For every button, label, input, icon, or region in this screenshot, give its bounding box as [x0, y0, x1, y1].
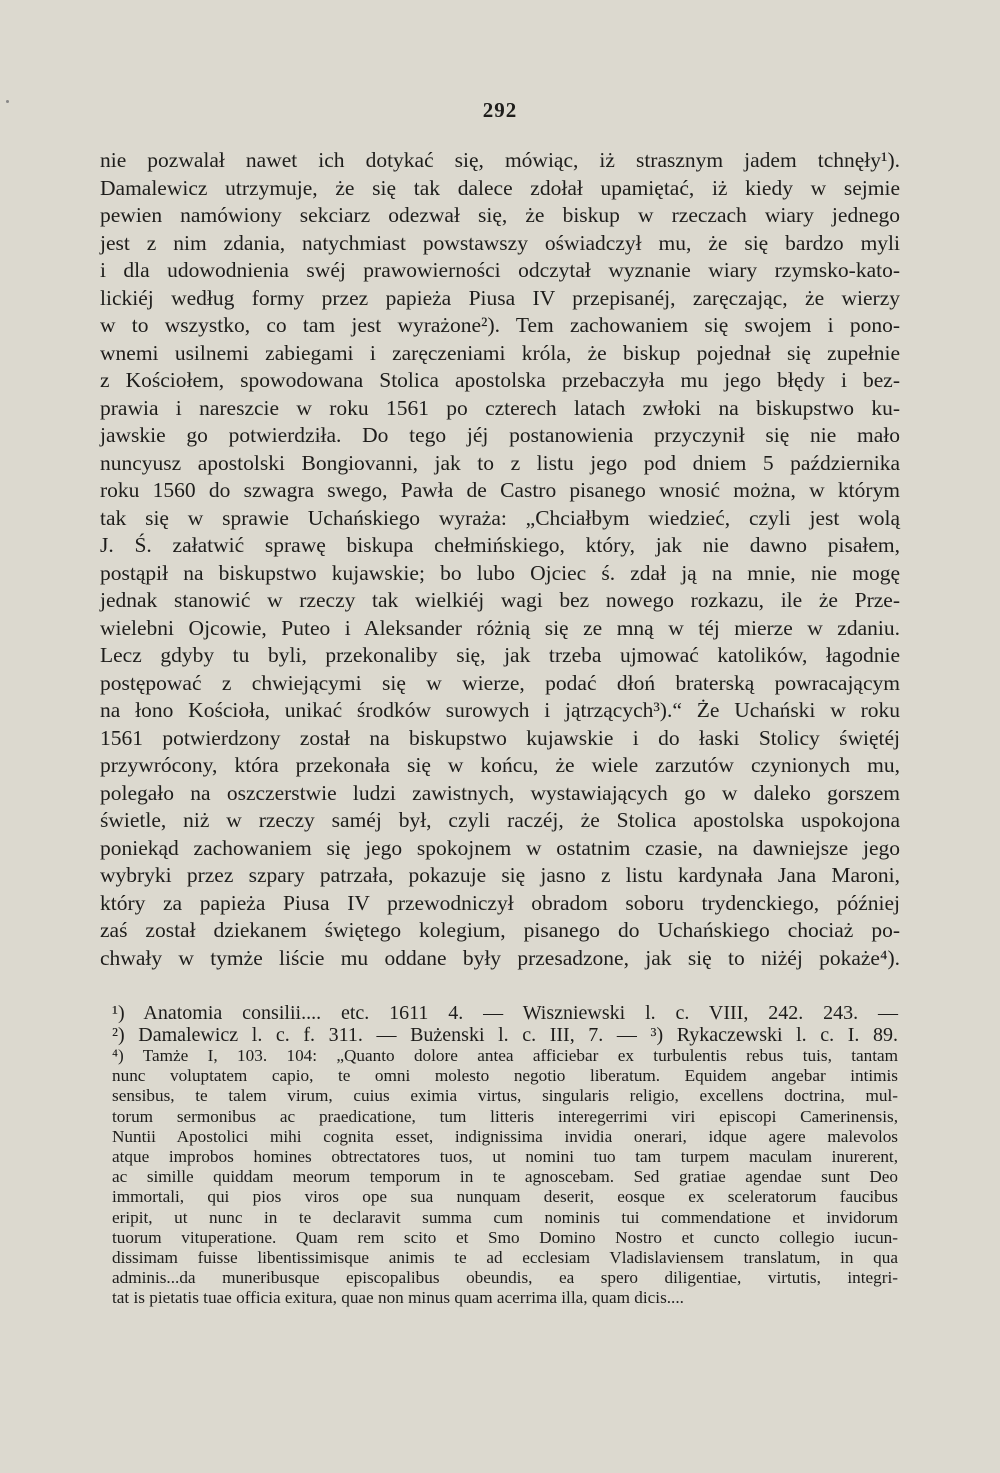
text-line: świetle, niż w rzeczy saméj był, czyli raczéj, że Stolica apostolska uspokojona — [100, 808, 900, 832]
text-line: lickiéj według formy przez papieża Piusa IV przepisanéj, zaręczając, że wierzy — [100, 285, 900, 310]
text-line: wielebni Ojcowie, Puteo i Aleksander różnią się ze mną w téj mierze w zdaniu. — [100, 615, 900, 640]
text-line: chwały w tymże liście mu oddane były przesadzone, jak się to niżéj pokaże⁴). — [100, 945, 900, 970]
page-number: 292 — [482, 98, 518, 122]
text-line: jednak stanowić w rzeczy tak wielkiéj wagi bez nowego rozkazu, ile że Prze- — [100, 588, 900, 612]
footnote-line: eripit, ut nunc in te declaravit summa cum nominis tui commendatione et invidorum — [112, 1207, 898, 1227]
footnote-line: adminis...da muneribusque episcopalibus obeundis, ea spero diligentiae, virtutis, integri- — [112, 1268, 898, 1288]
text-line: w to wszystko, co tam jest wyrażone²). Tem zachowaniem się swojem i pono- — [100, 313, 900, 337]
footnote-line: immortali, qui pios viros ope sua nunquam deserit, eosque ex sceleratorum faucibus — [112, 1187, 898, 1207]
text-line: nuncyusz apostolski Bongiovanni, jak to z listu jego pod dniem 5 października — [100, 450, 900, 475]
text-line: poniekąd zachowaniem się jego spokojnem w ostatnim czasie, na dawniejsze jego — [100, 835, 900, 860]
text-line: polegało na oszczerstwie ludzi zawistnych, wystawiających go w daleko gorszem — [100, 780, 900, 805]
footnote-line: ac simille quiddam meorum temporum in te agnoscebam. Sed gratiae agendae sunt Deo — [112, 1167, 898, 1187]
text-line: pewien namówiony sekciarz odezwał się, że biskup w rzeczach wiary jednego — [100, 203, 900, 227]
footnote-line: ¹) Anatomia consilii.... etc. 1611 4. — Wiszniewski l. c. VIII, 242. 243. — — [112, 1002, 898, 1024]
text-line: na łono Kościoła, unikać środków surowych i jątrzących³).“ Że Uchański w roku — [100, 698, 900, 722]
text-line: przywrócony, która przekonała się w końcu, że wiele zarzutów czynionych mu, — [100, 753, 900, 777]
footnote-line: nunc voluptatem capio, te omni molesto negotio liberatum. Equidem angebar intimis — [112, 1066, 898, 1086]
text-line: Damalewicz utrzymuje, że się tak dalece zdołał upamiętać, iż kiedy w sejmie — [100, 175, 900, 200]
footnote-line: ²) Damalewicz l. c. f. 311. — Bużenski l. c. III, 7. — ³) Rykaczewski l. c. I. 89. — [112, 1024, 898, 1046]
main-text — [100, 147, 900, 972]
text-line: roku 1560 do szwagra swego, Pawła de Castro pisanego wnosić można, w którym — [100, 478, 900, 502]
text-line: który za papieża Piusa IV przewodniczył obradom soboru trydenckiego, później — [100, 890, 900, 915]
text-line: nie pozwalał nawet ich dotykać się, mówiąc, iż strasznym jadem tchnęły¹). — [100, 148, 900, 172]
footnote-line: Nuntii Apostolici mihi cognita esset, indignissima invidia onerari, idque agere malevolos — [112, 1126, 898, 1146]
footnote-line: torum sermonibus ac praedicatione, tum litteris interegerrimi viri episcopi Camerinensis, — [112, 1106, 898, 1126]
text-line: 1561 potwierdzony został na biskupstwo kujawskie i do łaski Stolicy świętéj — [100, 725, 900, 750]
footnote-line: tuorum vituperatione. Quam rem scito et Smo Domino Nostro et cuncto collegio iucun- — [112, 1227, 898, 1247]
footnote-line: ⁴) Tamże I, 103. 104: „Quanto dolore antea afficiebar ex turbulentis rebus tuis, tantam — [112, 1046, 898, 1065]
text-line: prawia i nareszcie w roku 1561 po czterech latach zwłoki na biskupstwo ku- — [100, 395, 900, 420]
footnote-line: tat is pietatis tuae officia exitura, quae non minus quam acerrima illa, quam dicis.... — [112, 1288, 684, 1308]
text-line: z Kościołem, spowodowana Stolica apostolska przebaczyła mu jego błędy i bez- — [100, 368, 900, 392]
footnotes — [112, 1002, 898, 1308]
footnote-line: dissimam fuisse libentissimisque animis te ad ecclesiam Vladislaviensem translatum, in qua — [112, 1247, 898, 1267]
footnote-line: sensibus, te talem virum, cuius eximia virtus, singularis religio, excellens doctrina, mul- — [112, 1086, 898, 1106]
text-line: i dla udowodnienia swéj prawowierności odczytał wyznanie wiary rzymsko-kato- — [100, 258, 900, 282]
text-line: Lecz gdyby tu byli, przekonaliby się, jak trzeba ujmować katolików, łagodnie — [100, 643, 900, 667]
text-line: tak się w sprawie Uchańskiego wyraża: „Chciałbym wiedzieć, czyli jest wolą — [100, 505, 900, 530]
text-line: zaś został dziekanem świętego kolegium, pisanego do Uchańskiego chociaż po- — [100, 918, 900, 942]
text-line: postępować z chwiejącymi się w wierze, podać dłoń braterską powracającym — [100, 670, 900, 695]
text-line: postąpił na biskupstwo kujawskie; bo lubo Ojciec ś. zdał ją na mnie, nie mogę — [100, 560, 900, 585]
text-line: wnemi usilnemi zabiegami i zaręczeniami króla, że biskup pojednał się zupełnie — [100, 340, 900, 365]
text-line: jest z nim zdania, natychmiast powstawszy oświadczył mu, że się bardzo myli — [100, 230, 900, 255]
footnote-line: atque improbos homines obtrectatores tuos, ut nomini tuo tam turpem maculam inurerent, — [112, 1146, 898, 1166]
text-line: wybryki przez szpary patrzała, pokazuje się jasno z listu kardynała Jana Maroni, — [100, 863, 900, 887]
text-line: jawskie go potwierdziła. Do tego jéj postanowienia przyczynił się nie mało — [100, 423, 900, 447]
text-line: J. Ś. załatwić sprawę biskupa chełmińskiego, który, jak nie dawno pisałem, — [100, 533, 900, 557]
